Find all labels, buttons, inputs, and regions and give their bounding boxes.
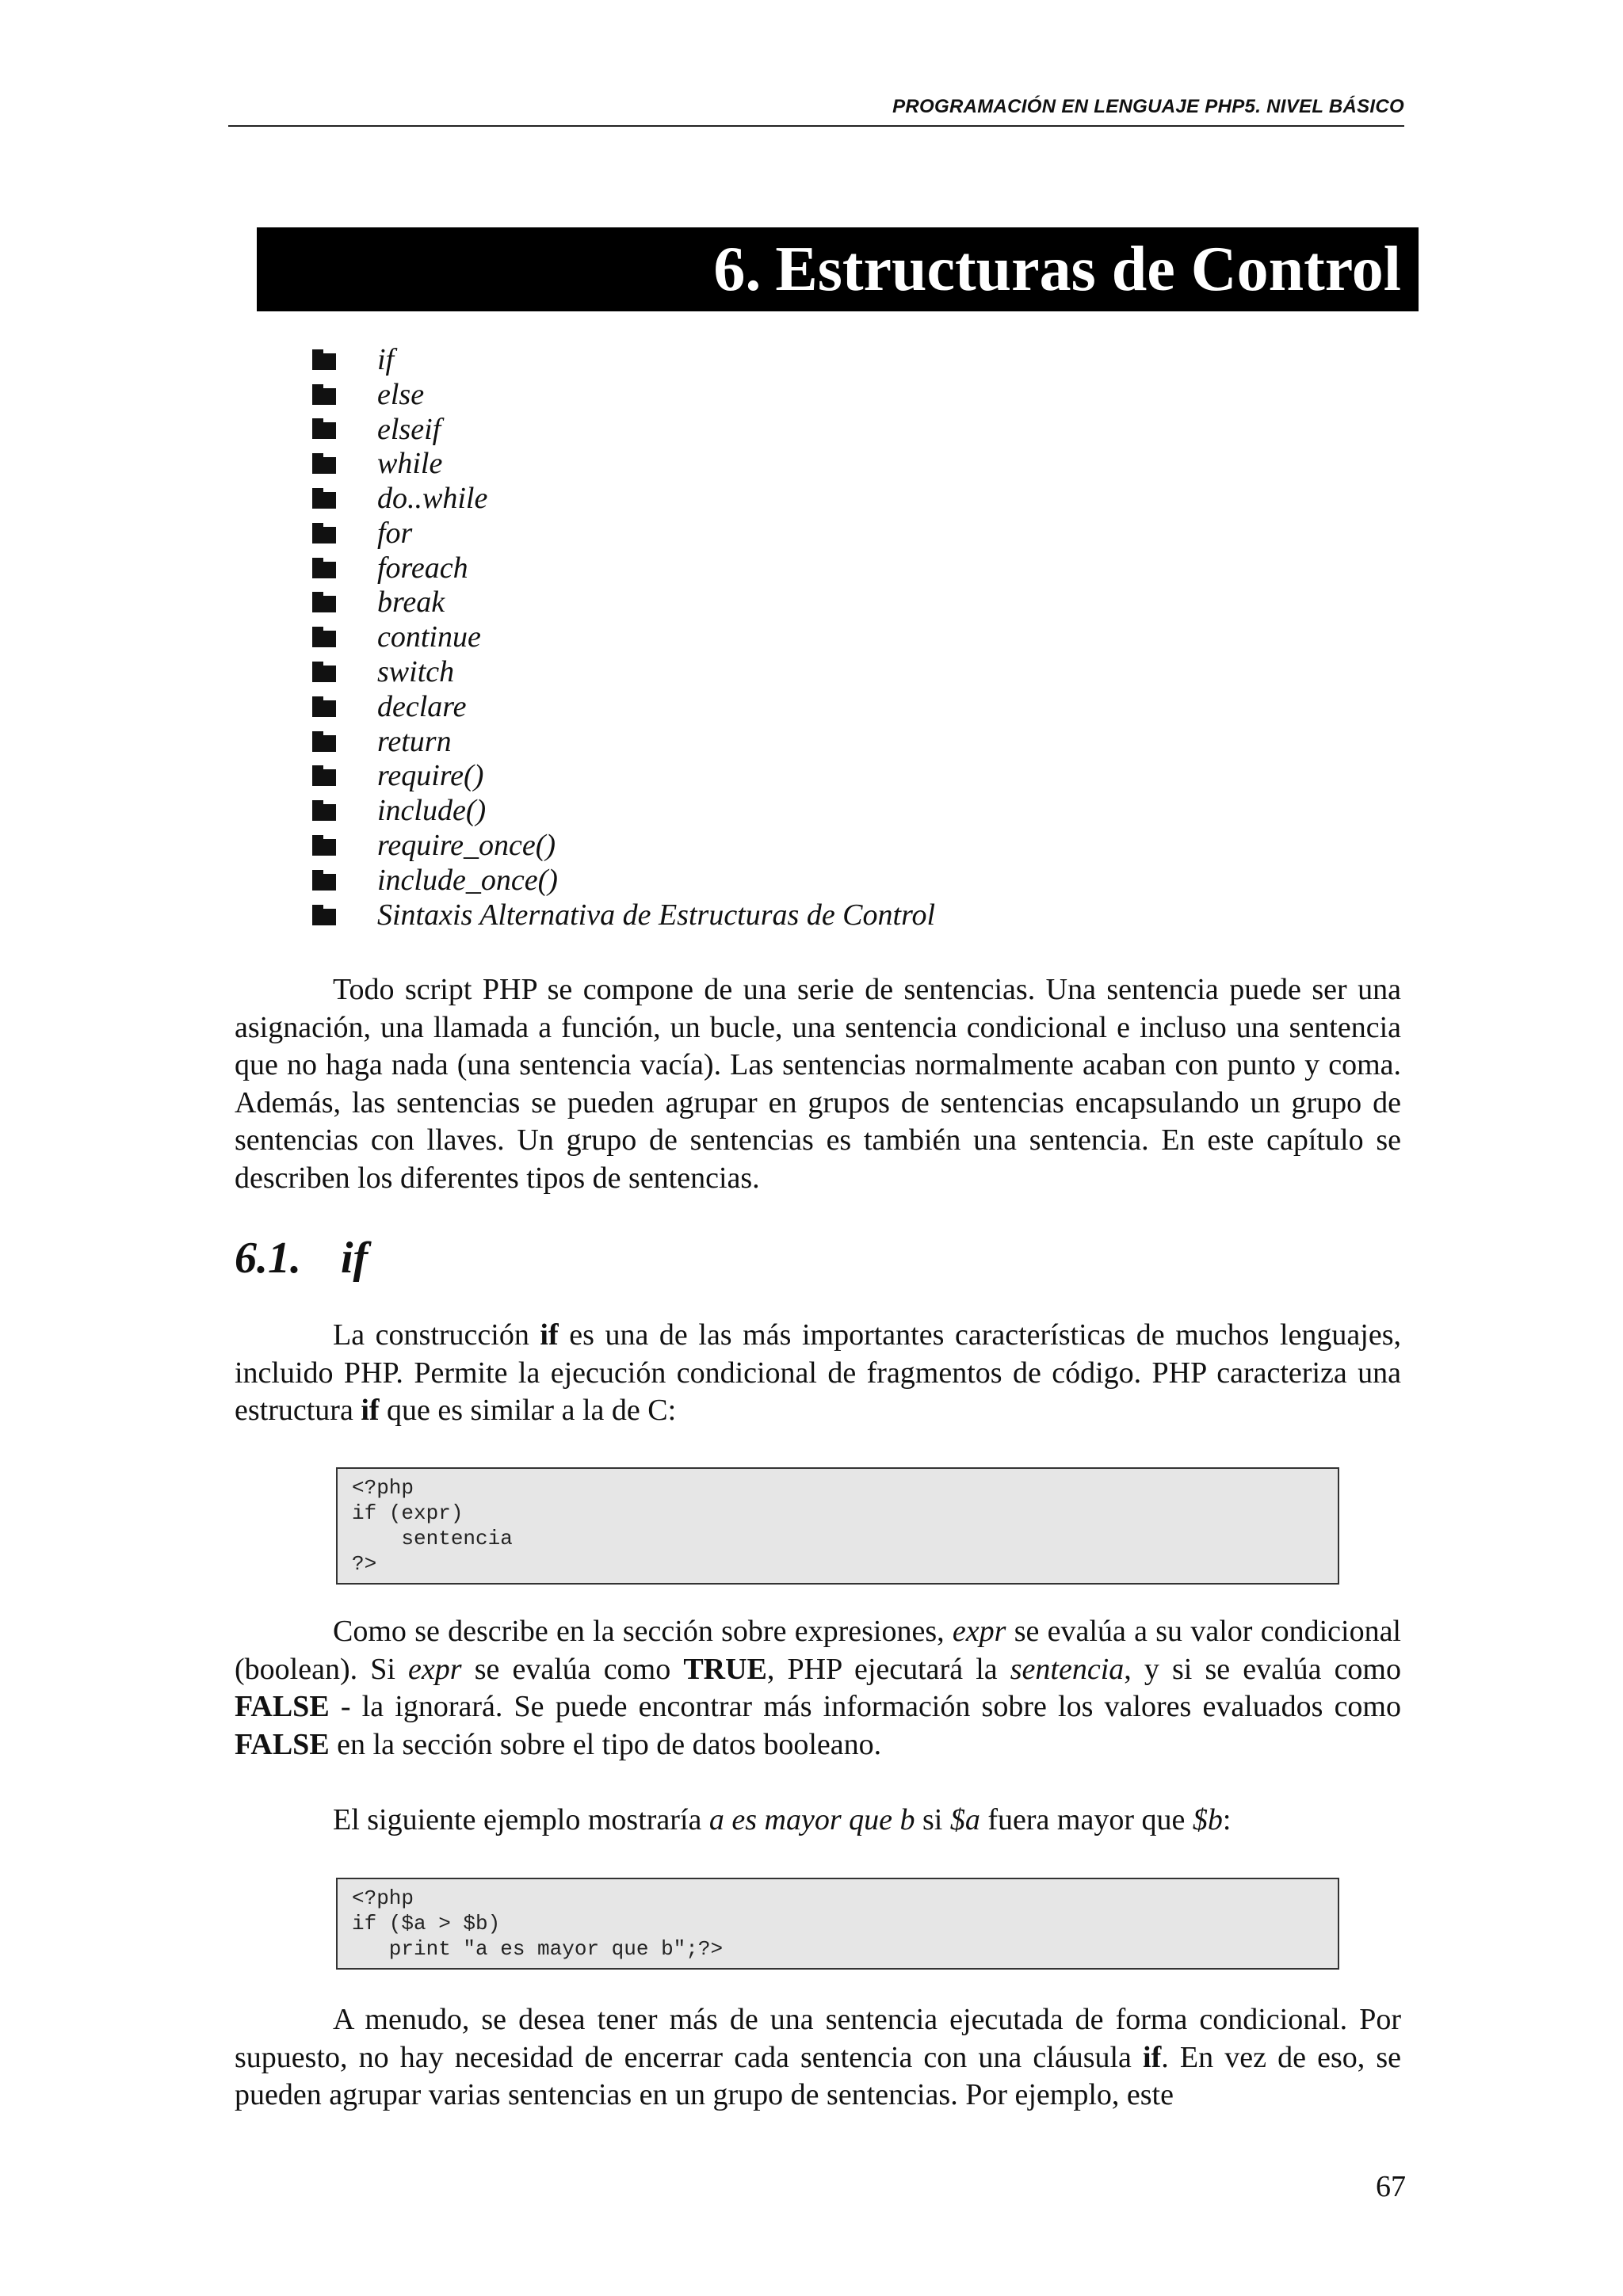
paragraph-grouped-statements: A menudo, se desea tener más de una sentencia ejecutada de forma condicional. Por supuesto, no hay necesidad de encerrar cada sentencia con una cláusula if. En vez de eso, se pueden agrupar varias sentencias en un grupo de sentencias. Por ejemplo, este — [235, 2003, 1402, 2112]
code-block-if-syntax: <?php if (expr) sentencia ?> — [336, 1467, 1339, 1585]
folder-icon — [312, 349, 336, 370]
list-item: include() — [312, 793, 1342, 828]
folder-icon — [312, 627, 336, 647]
section-number: 6.1. — [235, 1234, 301, 1283]
chapter-topic-list — [312, 342, 1342, 933]
chapter-number: 6. — [713, 235, 762, 304]
intro-paragraph: Todo script PHP se compone de una serie de sentencias. Una sentencia puede ser una asignación, una llamada a función, un bucle, una sentencia condicional e incluso una sentencia que no haga nada (una sentencia vacía). Las sentencias normalmente acaban con punto y coma. Además, las sentencias se pueden agrupar en grupos de sentencias encapsulando un grupo de sentencias con llaves. Un grupo de sentencias es también una sentencia. En este capítulo se describen los diferentes tipos de sentencias. — [235, 973, 1401, 1195]
list-item: Sintaxis Alternativa de Estructuras de Control — [312, 898, 1342, 933]
folder-icon — [312, 765, 336, 786]
folder-icon — [312, 453, 336, 474]
list-item: else — [312, 377, 1342, 412]
chapter-title: Estructuras de Control — [775, 235, 1401, 304]
folder-icon — [312, 696, 336, 717]
list-item: foreach — [312, 551, 1342, 585]
chapter-title-bar — [257, 227, 1419, 311]
running-header: PROGRAMACIÓN EN LENGUAJE PHP5. NIVEL BÁSICO — [228, 93, 1404, 127]
folder-icon — [312, 800, 336, 821]
page-number: 67 — [1376, 2170, 1406, 2203]
list-item: for — [312, 516, 1342, 551]
folder-icon — [312, 418, 336, 439]
list-item: continue — [312, 620, 1342, 654]
list-item: if — [312, 342, 1342, 377]
section-heading — [235, 1233, 368, 1283]
list-item: require_once() — [312, 828, 1342, 863]
paragraph-expr-evaluation: Como se describe en la sección sobre expresiones, expr se evalúa a su valor condicional (boolean). Si expr se evalúa como TRUE, PHP ejecutará la sentencia, y si se evalúa como FALSE - la ignorará. Se puede encontrar más información sobre los valores evaluados como FALSE en la sección sobre el tipo de datos booleano. — [235, 1615, 1401, 1761]
folder-icon — [312, 488, 336, 509]
list-item: declare — [312, 689, 1342, 724]
list-item: require() — [312, 759, 1342, 794]
folder-icon — [312, 731, 336, 752]
paragraph-example-intro: El siguiente ejemplo mostraría a es mayor que b si $a fuera mayor que $b: — [333, 1803, 1232, 1836]
folder-icon — [312, 870, 336, 891]
section-title: if — [341, 1234, 369, 1283]
list-item: while — [312, 446, 1342, 481]
list-item: elseif — [312, 412, 1342, 447]
folder-icon — [312, 384, 336, 405]
list-item: break — [312, 585, 1342, 620]
folder-icon — [312, 558, 336, 578]
folder-icon — [312, 662, 336, 682]
paragraph-if-construction: La construcción if es una de las más importantes características de muchos lenguajes, incluido PHP. Permite la ejecución condicional de fragmentos de código. PHP caracteriza una estructura if que es similar a la de C: — [235, 1318, 1402, 1428]
folder-icon — [312, 905, 336, 925]
folder-icon — [312, 592, 336, 612]
list-item: switch — [312, 654, 1342, 689]
code-block-if-example: <?php if ($a > $b) print "a es mayor que b";?> — [336, 1878, 1339, 1970]
list-item: include_once() — [312, 863, 1342, 898]
folder-icon — [312, 523, 336, 543]
folder-icon — [312, 835, 336, 856]
list-item: do..while — [312, 481, 1342, 516]
list-item: return — [312, 724, 1342, 759]
